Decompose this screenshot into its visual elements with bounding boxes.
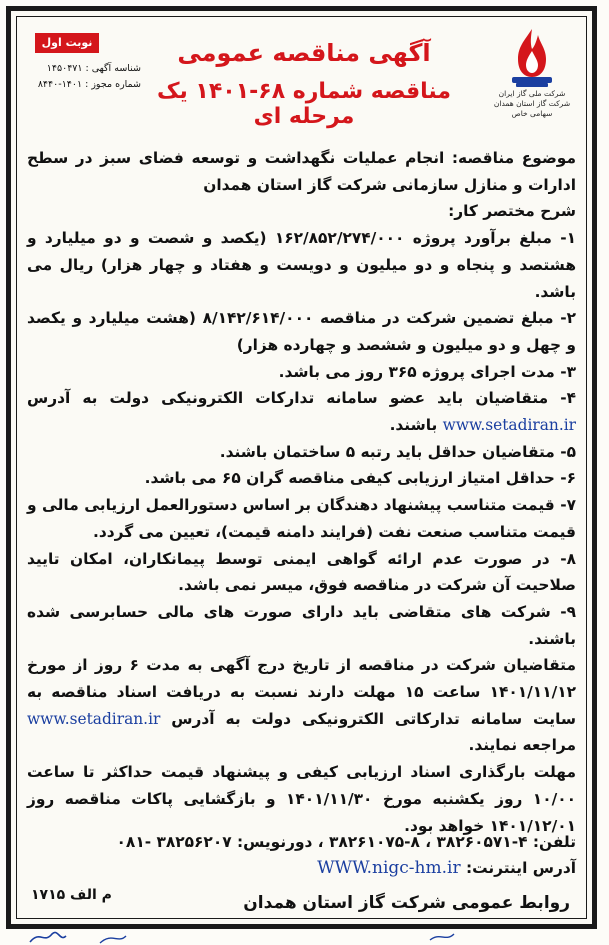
- item-4-end: باشند.: [389, 416, 438, 435]
- round-badge: نوبت اول: [35, 33, 99, 53]
- notice-meta: [23, 61, 141, 93]
- deadline: [27, 652, 576, 759]
- org-line-1: شرکت ملی گاز ایران: [498, 89, 566, 98]
- page-title: آگهی مناقصه عمومی: [177, 39, 431, 67]
- contact-block: [27, 829, 576, 881]
- notice-body: [27, 145, 576, 839]
- item-5: ۵- متقاضیان حداقل باید رتبه ۵ ساختمان باشند.: [219, 442, 576, 461]
- website-line: [27, 855, 576, 881]
- reference-number: م الف ۱۷۱۵: [31, 887, 112, 903]
- setadiran-link[interactable]: www.setadiran.ir: [442, 416, 576, 435]
- item-2: ۲- مبلغ تضمین شرکت در مناقصه ۸/۱۴۲/۶۱۴/۰۰۰ (هشت میلیارد و یکصد و چهل و دو میلیون و ششصد و چهارده هزار): [27, 309, 576, 354]
- subject: موضوع مناقصه: انجام عملیات نگهداشت و توسعه فضای سبز در سطح ادارات و منازل سازمانی شرکت گاز استان همدان: [27, 149, 576, 194]
- item-7: ۷- قیمت متناسب پیشنهاد دهندگان بر اساس دستورالعمل ارزیابی مالی و قیمت متناسب صنعت نفت (فرایند دامنه قیمت)، تعیین می گردد.: [27, 496, 576, 541]
- item-8: ۸- در صورت عدم ارائه گواهی ایمنی توسط پیمانکاران، امکان تایید صلاحیت آن شرکت در مناقصه فوق، میسر نمی باشد.: [27, 549, 576, 595]
- item-9: ۹- شرکت های متقاضی باید دارای صورت های مالی حسابرسی شده باشند.: [27, 602, 576, 648]
- upload-deadline: مهلت بارگذاری اسناد ارزیابی کیفی و پیشنهاد قیمت حداکثر تا ساعت ۱۰/۰۰ روز یکشنبه مورخ ۱۴۰۱/۱۱/۳۰ و بازگشایی پاکات مناقصه روز ۱۴۰۱/۱۲/۰۱ خواهد بود.: [27, 763, 576, 835]
- pen-scribble-icon: [0, 928, 609, 945]
- website-label: آدرس اینترنت:: [465, 859, 576, 877]
- page-subtitle: مناقصه شماره ۶۸-۱۴۰۱ یک مرحله ای: [156, 79, 452, 129]
- notice-id: شناسه آگهی : ۱۴۵۰۴۷۱: [46, 63, 141, 74]
- deadline-end: مراجعه نمایند.: [468, 736, 576, 755]
- notice-frame: [6, 6, 597, 929]
- phone-line: تلفن: ۴-۳۸۲۶۰۵۷۱ ، ۸-۳۸۲۶۱۰۷۵ ، دورنویس: ۳۸۲۵۶۲۰۷ -۰۸۱: [116, 833, 576, 851]
- website-link[interactable]: WWW.nigc-hm.ir: [317, 858, 461, 878]
- item-4: [27, 385, 576, 438]
- org-line-3: سهامی خاص: [511, 109, 553, 118]
- signature: روابط عمومی شرکت گاز استان همدان: [243, 893, 570, 913]
- deadline-text: متقاضیان شرکت در مناقصه از تاریخ درج آگهی به مدت ۶ روز از مورخ ۱۴۰۱/۱۱/۱۲ ساعت ۱۵ مهلت دارند نسبت به دریافت اسناد مناقصه به سایت سامانه تدارکاتی الکترونیکی دولت به آدرس: [27, 656, 577, 728]
- item-4-text: ۴- متقاضیان باید عضو سامانه تدارکات الکترونیکی دولت به آدرس: [27, 389, 576, 408]
- summary-label: شرح مختصر کار:: [448, 202, 576, 221]
- item-6: ۶- حداقل امتیاز ارزیابی کیفی مناقصه گران ۶۵ می باشد.: [144, 469, 576, 488]
- gas-flame-icon: [504, 27, 560, 89]
- license-number: شماره مجوز : ۱۴۰۱-۸۴۴۰: [37, 79, 141, 90]
- item-1: ۱- مبلغ برآورد پروژه ۱۶۲/۸۵۲/۲۷۴/۰۰۰ (یکصد و شصت و دو میلیارد و هشتصد و پنجاه و دو میلیون و دویست و هفتاد و چهار هزار) ریال می باشد.: [27, 229, 576, 301]
- org-line-2: شرکت گاز استان همدان: [493, 99, 571, 108]
- company-logo: [480, 27, 584, 135]
- item-3: ۳- مدت اجرای پروژه ۳۶۵ روز می باشد.: [278, 362, 576, 381]
- setadiran-link-2[interactable]: www.setadiran.ir: [27, 709, 161, 728]
